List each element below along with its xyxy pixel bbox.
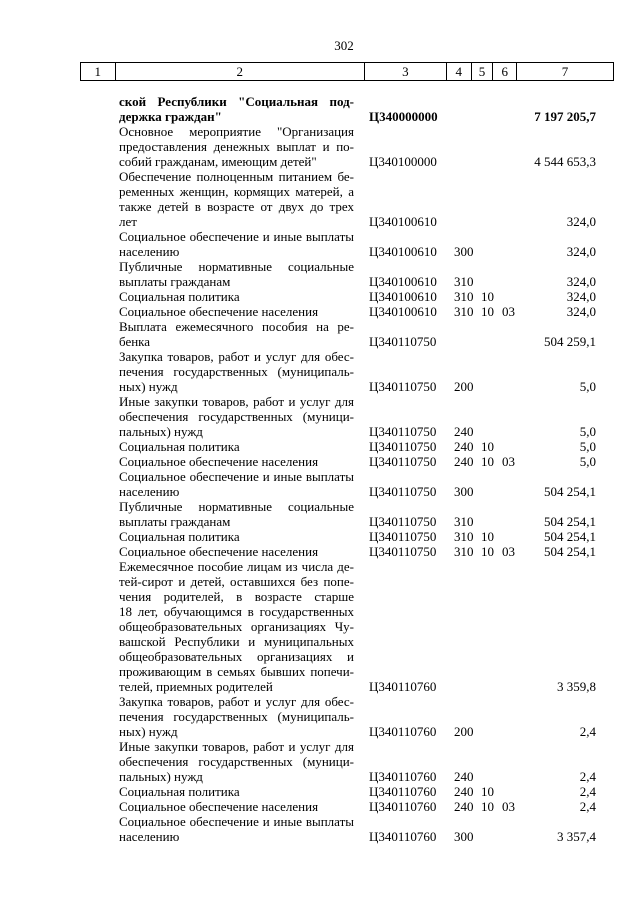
amount: 3 359,8	[557, 679, 596, 694]
target-article-code: Ц340110750	[369, 544, 437, 559]
description-line: собий гражданам, имеющим детей"	[119, 154, 317, 169]
description-line: общеобразовательных организациях и	[119, 649, 354, 664]
table-row	[0, 799, 640, 814]
amount: 2,4	[579, 784, 596, 799]
target-article-code: Ц340100000	[369, 154, 437, 169]
amount: 2,4	[579, 799, 596, 814]
row-description	[119, 229, 354, 259]
amount: 324,0	[566, 289, 596, 304]
row-description	[119, 544, 354, 559]
description-line: Социальное обеспечение и иные выплаты	[119, 469, 354, 484]
expense-type-code: 310	[454, 304, 474, 319]
amount: 324,0	[566, 304, 596, 319]
table-row	[0, 259, 640, 289]
header-col-6: 6	[493, 63, 517, 80]
description-line: бенка	[119, 334, 151, 349]
amount: 504 254,1	[544, 484, 596, 499]
expense-type-code: 300	[454, 484, 474, 499]
row-description	[119, 169, 354, 229]
description-line: чения родителей, в возрасте старше	[119, 589, 354, 604]
description-line: Социальное обеспечение населения	[119, 454, 319, 469]
header-col-3: 3	[365, 63, 447, 80]
description-line: Социальное обеспечение и иные выплаты	[119, 814, 354, 829]
row-description	[119, 124, 354, 169]
row-description	[119, 469, 354, 499]
target-article-code: Ц340110750	[369, 484, 437, 499]
description-line: Социальное обеспечение населения	[119, 544, 319, 559]
section-code: 10	[481, 454, 494, 469]
amount: 504 254,1	[544, 529, 596, 544]
row-description	[119, 814, 354, 844]
description-line: Иные закупки товаров, работ и услуг для	[119, 394, 354, 409]
table-row	[0, 454, 640, 469]
row-description	[119, 454, 354, 469]
description-line: также детей в возрасте от двух до трех	[119, 199, 354, 214]
amount: 5,0	[579, 454, 596, 469]
expense-type-code: 240	[454, 784, 474, 799]
expense-type-code: 200	[454, 379, 474, 394]
description-line: ных) нужд	[119, 724, 178, 739]
description-line: Выплата ежемесячного пособия на ре-	[119, 319, 354, 334]
target-article-code: Ц340110760	[369, 679, 437, 694]
description-line: населению	[119, 484, 180, 499]
target-article-code: Ц340110760	[369, 784, 437, 799]
amount: 2,4	[579, 724, 596, 739]
amount: 324,0	[566, 244, 596, 259]
table-row	[0, 499, 640, 529]
table-row	[0, 229, 640, 259]
target-article-code: Ц340110750	[369, 529, 437, 544]
target-article-code: Ц340100610	[369, 304, 437, 319]
table-row	[0, 529, 640, 544]
header-col-1: 1	[81, 63, 116, 80]
amount: 504 254,1	[544, 544, 596, 559]
section-code: 10	[481, 304, 494, 319]
description-line: предоставления денежных выплат и по-	[119, 139, 354, 154]
target-article-code: Ц340110750	[369, 424, 437, 439]
table-row	[0, 814, 640, 844]
amount: 504 259,1	[544, 334, 596, 349]
expense-type-code: 310	[454, 529, 474, 544]
section-code: 10	[481, 799, 494, 814]
header-col-4: 4	[447, 63, 472, 80]
amount: 324,0	[566, 274, 596, 289]
row-description	[119, 94, 354, 124]
target-article-code: Ц340100610	[369, 274, 437, 289]
header-col-5: 5	[472, 63, 494, 80]
table-row	[0, 694, 640, 739]
amount: 4 544 653,3	[534, 154, 596, 169]
description-line: пальных) нужд	[119, 424, 203, 439]
target-article-code: Ц340100610	[369, 214, 437, 229]
amount: 324,0	[566, 214, 596, 229]
section-code: 10	[481, 529, 494, 544]
target-article-code: Ц340110750	[369, 379, 437, 394]
description-line: обеспечения государственных (муници-	[119, 754, 354, 769]
amount: 504 254,1	[544, 514, 596, 529]
expense-type-code: 240	[454, 454, 474, 469]
amount: 7 197 205,7	[534, 109, 596, 124]
row-description	[119, 529, 354, 544]
table-row	[0, 784, 640, 799]
table-row	[0, 349, 640, 394]
description-line: пальных) нужд	[119, 769, 203, 784]
header-col-7: 7	[561, 64, 569, 79]
description-line: печения государственных (муниципаль-	[119, 364, 354, 379]
expense-type-code: 310	[454, 514, 474, 529]
expense-type-code: 300	[454, 829, 474, 844]
description-line: Закупка товаров, работ и услуг для обес-	[119, 694, 354, 709]
table-row	[0, 439, 640, 454]
description-line: Социальная политика	[119, 529, 240, 544]
description-line: Иные закупки товаров, работ и услуг для	[119, 739, 354, 754]
target-article-code: Ц340110750	[369, 439, 437, 454]
section-code: 10	[481, 439, 494, 454]
target-article-code: Ц340110750	[369, 514, 437, 529]
row-description	[119, 784, 354, 799]
subsection-code: 03	[502, 544, 515, 559]
row-description	[119, 499, 354, 529]
description-line: Социальная политика	[119, 439, 240, 454]
row-description	[119, 559, 354, 694]
table-row	[0, 289, 640, 304]
expense-type-code: 310	[454, 274, 474, 289]
description-line: Публичные нормативные социальные	[119, 259, 354, 274]
table-row	[0, 124, 640, 169]
description-line: 18 лет, обучающимся в государственных	[119, 604, 354, 619]
description-line: населению	[119, 829, 180, 844]
description-line: ской Республики "Социальная под-	[119, 94, 354, 109]
expense-type-code: 240	[454, 799, 474, 814]
section-code: 10	[481, 784, 494, 799]
row-description	[119, 259, 354, 289]
description-line: тей-сирот и детей, оставшихся без попе-	[119, 574, 354, 589]
table-row	[0, 169, 640, 229]
expense-type-code: 300	[454, 244, 474, 259]
description-line: Ежемесячное пособие лицам из числа де-	[119, 559, 354, 574]
target-article-code: Ц340100610	[369, 289, 437, 304]
row-description	[119, 289, 354, 304]
page-number: 302	[334, 38, 354, 53]
target-article-code: Ц340110750	[369, 334, 437, 349]
table-row	[0, 394, 640, 439]
table-body	[0, 94, 640, 844]
target-article-code: Ц340000000	[369, 109, 438, 124]
table-row	[0, 304, 640, 319]
expense-type-code: 240	[454, 424, 474, 439]
description-line: Социальное обеспечение и иные выплаты	[119, 229, 354, 244]
description-line: печения государственных (муниципаль-	[119, 709, 354, 724]
expense-type-code: 310	[454, 289, 474, 304]
description-line: вашской Республики и муниципальных	[119, 634, 354, 649]
row-description	[119, 394, 354, 439]
table-header	[80, 62, 614, 81]
amount: 3 357,4	[557, 829, 596, 844]
description-line: Обеспечение полноценным питанием бе-	[119, 169, 354, 184]
expense-type-code: 200	[454, 724, 474, 739]
expense-type-code: 240	[454, 769, 474, 784]
description-line: обеспечения государственных (муници-	[119, 409, 354, 424]
section-code: 10	[481, 544, 494, 559]
target-article-code: Ц340100610	[369, 244, 437, 259]
description-line: Социальное обеспечение населения	[119, 304, 319, 319]
description-line: Социальная политика	[119, 784, 240, 799]
subsection-code: 03	[502, 304, 515, 319]
table-row	[0, 319, 640, 349]
description-line: ных) нужд	[119, 379, 178, 394]
target-article-code: Ц340110760	[369, 829, 437, 844]
target-article-code: Ц340110760	[369, 769, 437, 784]
target-article-code: Ц340110750	[369, 454, 437, 469]
table-row	[0, 559, 640, 694]
table-row	[0, 739, 640, 784]
amount: 2,4	[579, 769, 596, 784]
row-description	[119, 439, 354, 454]
description-line: выплаты гражданам	[119, 274, 231, 289]
description-line: общеобразовательных организациях Чу-	[119, 619, 354, 634]
row-description	[119, 694, 354, 739]
description-line: выплаты гражданам	[119, 514, 231, 529]
target-article-code: Ц340110760	[369, 799, 437, 814]
amount: 5,0	[579, 379, 596, 394]
description-line: Социальное обеспечение населения	[119, 799, 319, 814]
description-line: Основное мероприятие "Организация	[119, 124, 354, 139]
table-row	[0, 544, 640, 559]
description-line: Публичные нормативные социальные	[119, 499, 354, 514]
expense-type-code: 310	[454, 544, 474, 559]
row-description	[119, 319, 354, 349]
description-line: Закупка товаров, работ и услуг для обес-	[119, 349, 354, 364]
description-line: телей, приемных родителей	[119, 679, 273, 694]
description-line: ременных женщин, кормящих матерей, а	[119, 184, 354, 199]
subsection-code: 03	[502, 799, 515, 814]
subsection-code: 03	[502, 454, 515, 469]
table-row	[0, 469, 640, 499]
expense-type-code: 240	[454, 439, 474, 454]
amount: 5,0	[579, 424, 596, 439]
row-description	[119, 304, 354, 319]
description-line: лет	[119, 214, 137, 229]
table-row	[0, 94, 640, 124]
description-line: проживающим в семьях бывших попечи-	[119, 664, 354, 679]
header-col-2: 2	[116, 63, 365, 80]
row-description	[119, 739, 354, 784]
section-code: 10	[481, 289, 494, 304]
row-description	[119, 799, 354, 814]
row-description	[119, 349, 354, 394]
amount: 5,0	[579, 439, 596, 454]
target-article-code: Ц340110760	[369, 724, 437, 739]
description-line: населению	[119, 244, 180, 259]
description-line: Социальная политика	[119, 289, 240, 304]
description-line: держка граждан"	[119, 109, 222, 124]
